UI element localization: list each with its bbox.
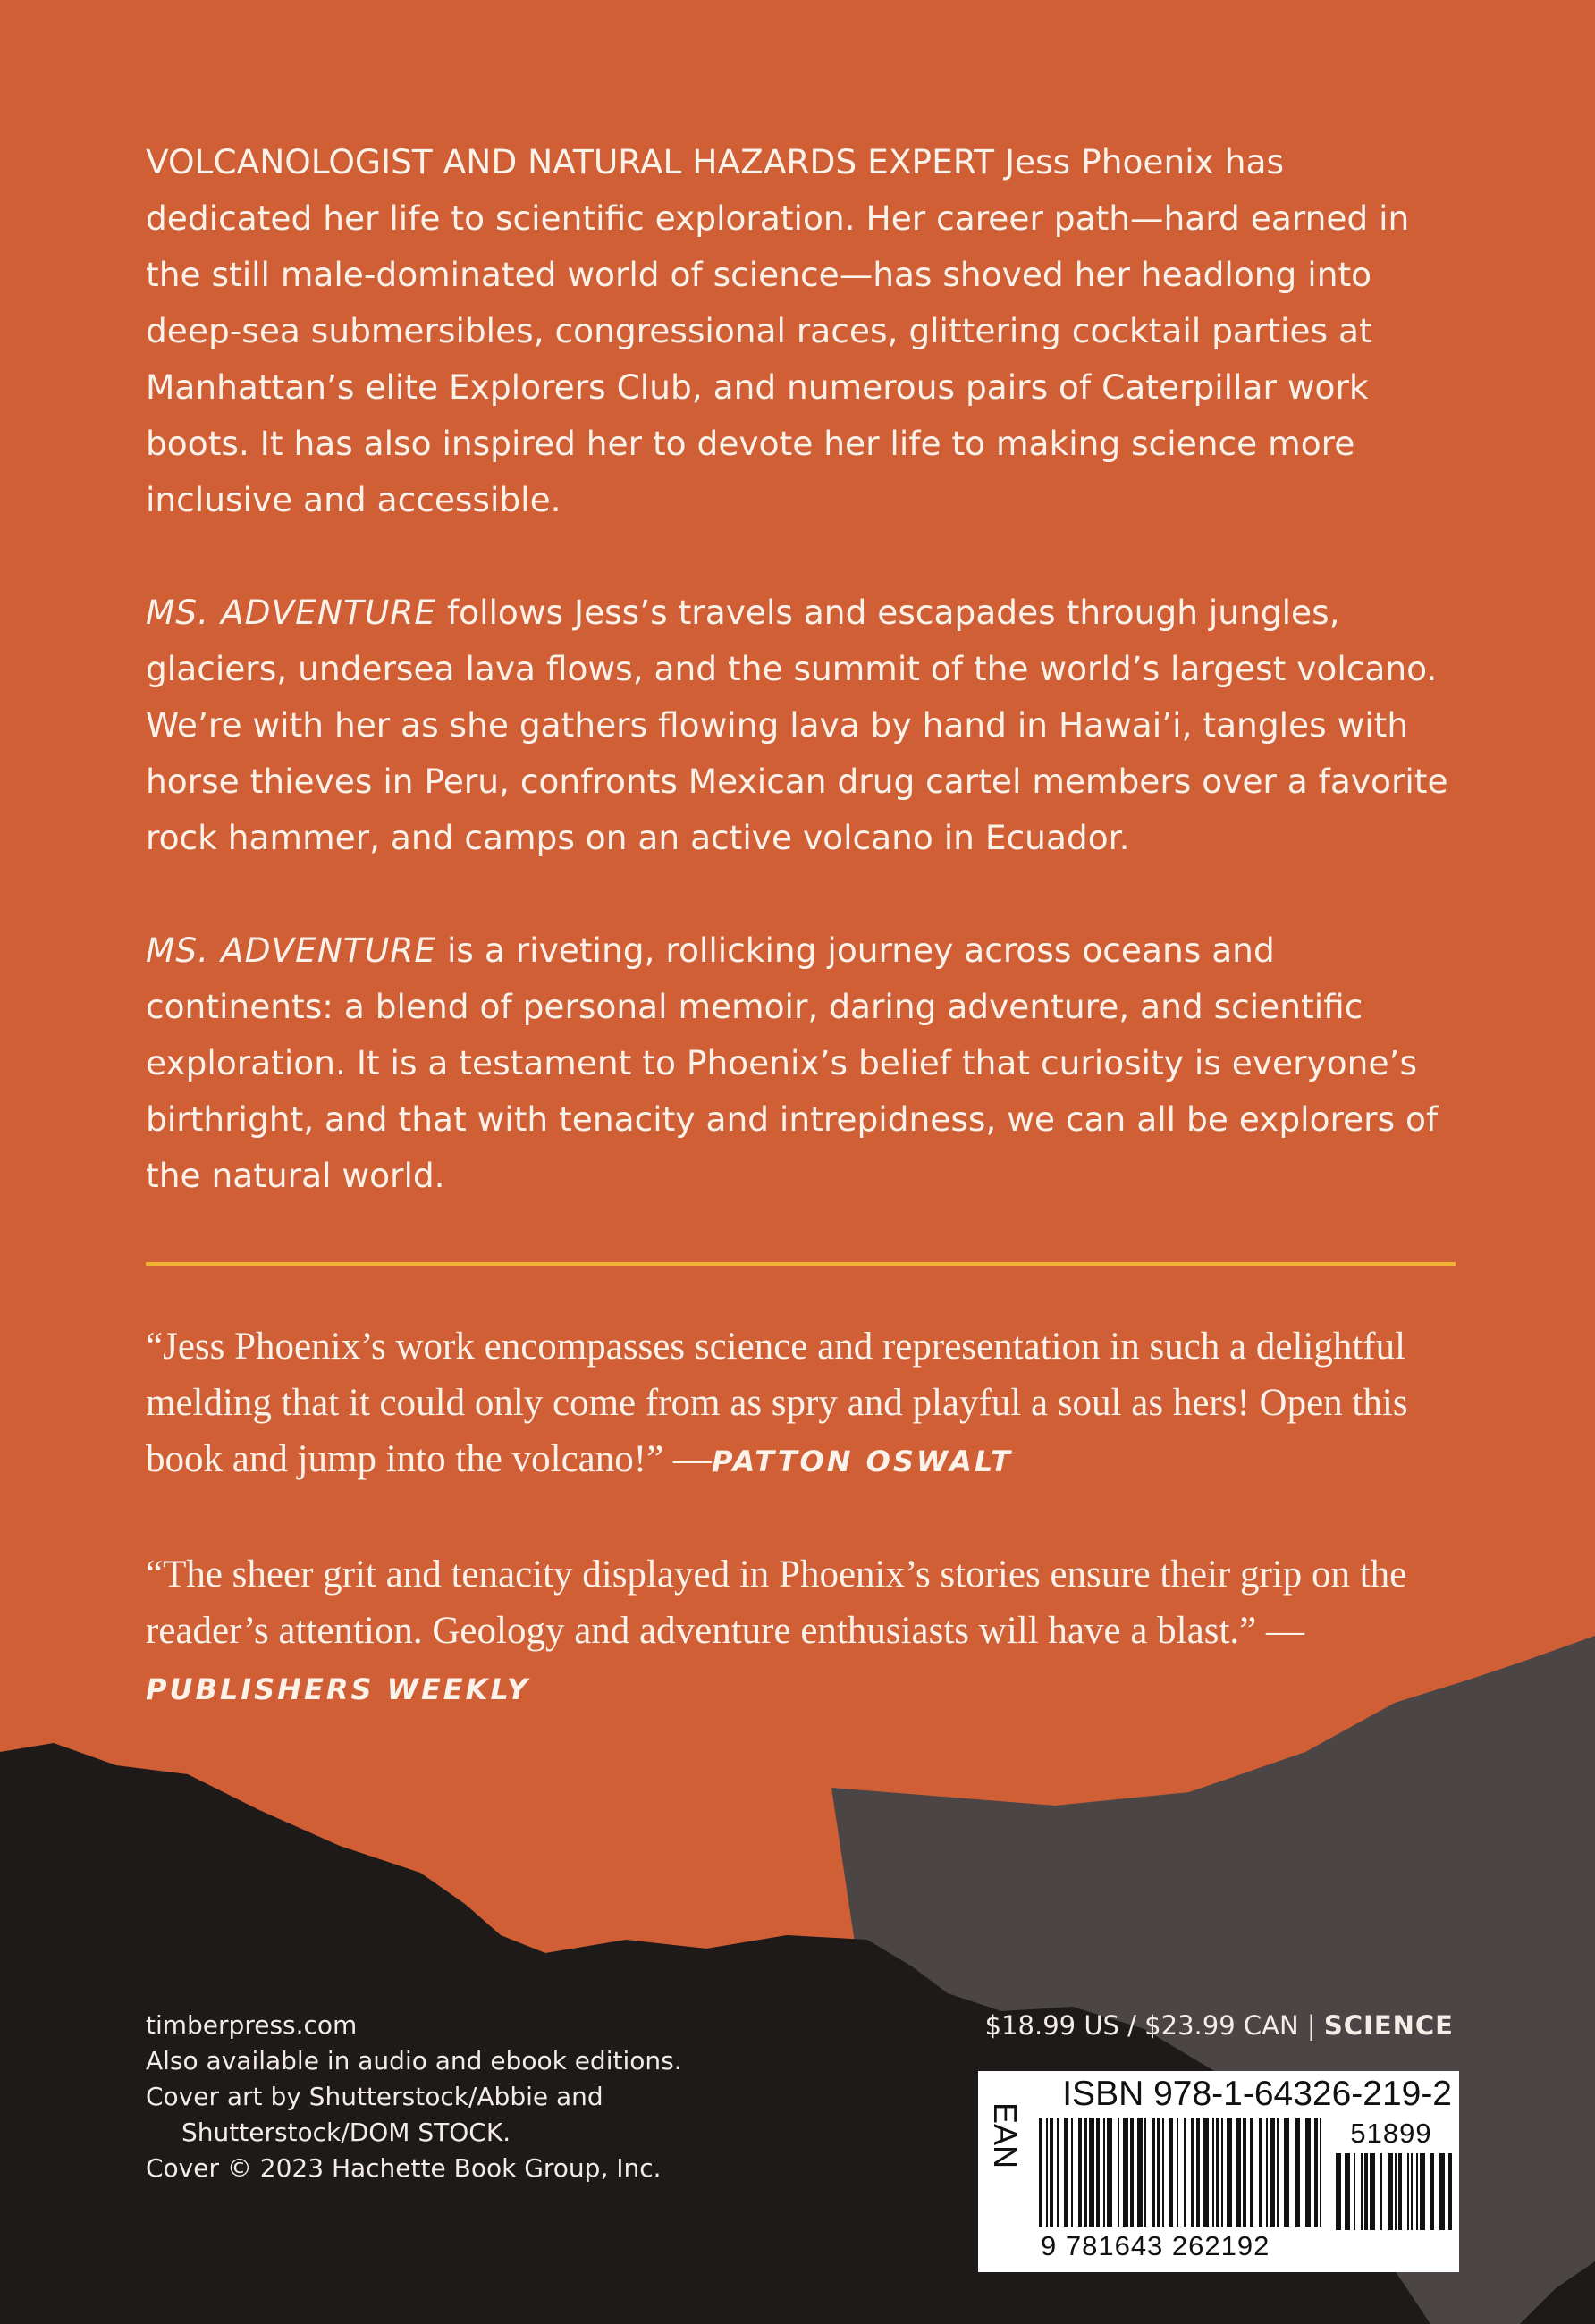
barcode-bar (1221, 2118, 1223, 2227)
barcode-bar (1169, 2118, 1173, 2227)
barcode-bar (1177, 2118, 1178, 2227)
barcode-digits: 9 781643 262192 (1041, 2230, 1270, 2261)
barcode-bar (1370, 2153, 1375, 2230)
barcode-bar (1162, 2118, 1164, 2227)
ean-label: EAN (987, 2102, 1024, 2169)
barcode-bar (1407, 2153, 1409, 2230)
isbn-number: ISBN 978-1-64326-219-2 (1062, 2075, 1452, 2113)
barcode-bar (1266, 2118, 1268, 2227)
description-paragraph-3 (146, 922, 1460, 1204)
barcode-bar (1439, 2153, 1445, 2230)
review-quotes (146, 1318, 1460, 1774)
book-title: MS. ADVENTURE (146, 593, 437, 632)
barcode-bar (1270, 2118, 1275, 2227)
barcode-bar (1103, 2118, 1105, 2227)
barcode-bar (1203, 2118, 1209, 2227)
category-label: SCIENCE (1323, 2010, 1454, 2041)
barcode-bar (1196, 2118, 1200, 2227)
editions-note: Also available in audio and ebook editions. (146, 2046, 682, 2076)
barcode-bar (1184, 2118, 1186, 2227)
barcode-bar (1420, 2153, 1425, 2230)
book-title: MS. ADVENTURE (146, 930, 437, 970)
barcode-bar (1157, 2118, 1160, 2227)
barcode-bar (1380, 2153, 1382, 2230)
review-quote-2 (146, 1546, 1460, 1718)
quote-text: “Jess Phoenix’s work encompasses science and representation in such a delightful melding that it could only come from as spry and playful a soul as hers! Open this book and jump into the volcano!” — (146, 1326, 1408, 1480)
barcode-bar (1216, 2118, 1219, 2227)
barcode-addon-digits: 51899 (1350, 2118, 1432, 2149)
barcode-bar (1277, 2118, 1279, 2227)
barcode-bar (1039, 2118, 1042, 2227)
barcode-bar (1071, 2118, 1073, 2227)
barcode-bar (1398, 2153, 1402, 2230)
barcode-bar (1345, 2153, 1350, 2230)
barcode-bar (1236, 2118, 1241, 2227)
barcode-bar (1227, 2118, 1232, 2227)
barcode-bar (1284, 2118, 1289, 2227)
barcode-bar (1336, 2153, 1341, 2230)
barcode-bar (1243, 2118, 1246, 2227)
barcode-bar (1057, 2118, 1059, 2227)
barcode-bar (1144, 2118, 1146, 2227)
barcode-bar (1259, 2118, 1262, 2227)
quote-attribution: PUBLISHERS WEEKLY (146, 1672, 531, 1706)
barcode-bar (1137, 2118, 1143, 2227)
barcode-bar (1130, 2118, 1134, 2227)
barcode-bar (1411, 2153, 1413, 2230)
barcode-bar (1152, 2118, 1155, 2227)
barcode-bar (1123, 2118, 1128, 2227)
description-paragraph-2 (146, 585, 1460, 866)
barcode-bar (1064, 2118, 1068, 2227)
description-text: is a riveting, rollicking journey across oceans and continents: a blend of personal memoir, daring adventure, and scientific exploration. It is a testament to Phoenix’s belief that curiosity is everyone’s birthright, and that with tenacity and intrepidness, we can all be explorers of the natural world. (146, 930, 1439, 1195)
cover-art-credit-continued: Shutterstock/DOM STOCK. (181, 2118, 511, 2147)
divider-line (146, 1262, 1456, 1266)
price-line (983, 2008, 1454, 2043)
barcode-bar (1364, 2153, 1368, 2230)
barcode-bar (1096, 2118, 1100, 2227)
quote-attribution: PATTON OSWALT (711, 1444, 1013, 1478)
copyright-notice: Cover © 2023 Hachette Book Group, Inc. (146, 2153, 662, 2183)
description-paragraph-1: VOLCANOLOGIST AND NATURAL HAZARDS EXPERT Jess Phoenix has dedicated her life to scientific exploration. Her career path—hard earned in the still male-dominated world of science—has shoved her headlong into deep-sea submersibles, congressional races, glittering cocktail parties at Manhattan’s elite Explorers Club, and numerous pairs of Caterpillar work boots. It has also inspired her to devote her life to making science more inclusive and accessible. (146, 142, 1410, 519)
description-text: follows Jess’s travels and escapades through jungles, glaciers, undersea lava flows, and the summit of the world’s largest volcano. We’re with her as she gathers flowing lava by hand in Hawai’i, tangles with horse thieves in Peru, confronts Mexican drug cartel members over a favorite rock hammer, and camps on an active volcano in Ecuador. (146, 593, 1448, 857)
barcode-bar (1191, 2118, 1194, 2227)
barcode-bar (1118, 2118, 1119, 2227)
book-description (146, 134, 1460, 1204)
barcode-bar (1354, 2153, 1355, 2230)
cover-art-credit: Cover art by Shutterstock/Abbie and (146, 2082, 603, 2111)
barcode-bar (1050, 2118, 1053, 2227)
barcode-bar (1250, 2118, 1253, 2227)
barcode-bar (1046, 2118, 1048, 2227)
barcode-bar (1078, 2118, 1082, 2227)
barcode-bar (1212, 2118, 1214, 2227)
barcode-bar (1295, 2118, 1300, 2227)
barcode-bar (1314, 2118, 1318, 2227)
publisher-info (146, 2008, 682, 2186)
barcode-bar (1084, 2118, 1087, 2227)
price-text: $18.99 US / $23.99 CAN | (984, 2010, 1324, 2041)
barcode-bar (1416, 2153, 1418, 2230)
quote-text: “The sheer grit and tenacity displayed in Phoenix’s stories ensure their grip on the reader’s attention. Geology and adventure enthusiasts will have a blast.” — (146, 1554, 1407, 1652)
barcode-bar (1361, 2153, 1363, 2230)
barcode-box (978, 2071, 1459, 2272)
barcode-bar (1305, 2118, 1311, 2227)
barcode-bar (1388, 2153, 1393, 2230)
barcode-bar (1430, 2153, 1434, 2230)
barcode-bar (1448, 2153, 1452, 2230)
barcode-bar (1320, 2118, 1321, 2227)
barcode-bar (1089, 2118, 1094, 2227)
barcode-bar (1107, 2118, 1112, 2227)
publisher-website: timberpress.com (146, 2010, 358, 2040)
barcode-bar (1395, 2153, 1397, 2230)
review-quote-1 (146, 1318, 1460, 1490)
